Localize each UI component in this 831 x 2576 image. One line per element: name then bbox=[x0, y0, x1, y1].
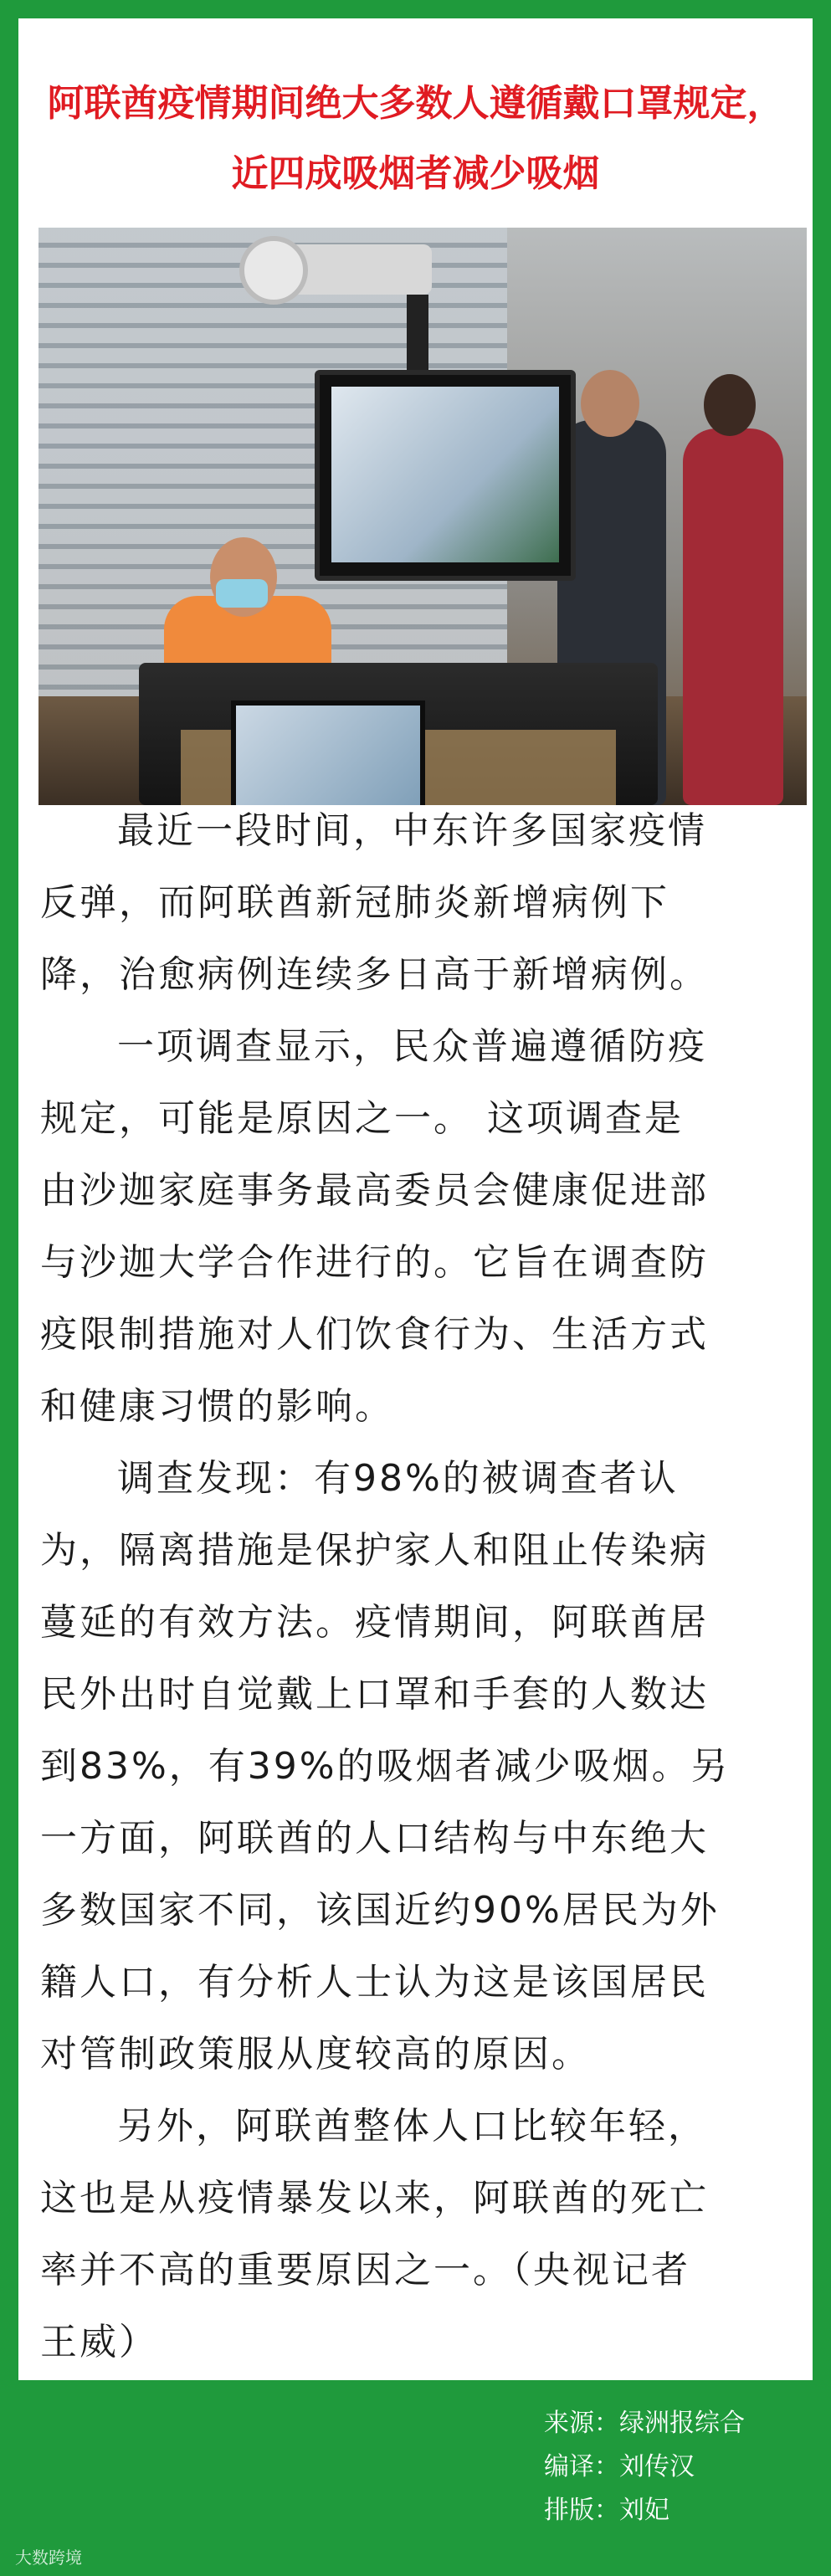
article-line: 规定，可能是原因之一。 这项调查是 bbox=[40, 1097, 684, 1140]
article-line: 疫限制措施对人们饮食行为、生活方式 bbox=[40, 1313, 709, 1356]
photo-person-head bbox=[581, 370, 639, 437]
article-line: 到83%，有39%的吸烟者减少吸烟。另 bbox=[40, 1745, 731, 1788]
credit-layout: 排版：刘妃 bbox=[544, 2496, 669, 2525]
news-photo bbox=[38, 228, 807, 805]
article-line: 降，治愈病例连续多日高于新增病例。 bbox=[40, 953, 709, 996]
article-line: 籍人口，有分析人士认为这是该国居民 bbox=[40, 1961, 709, 2004]
photo-monitor bbox=[315, 370, 576, 581]
article-line: 多数国家不同，该国近约90%居民为外 bbox=[40, 1889, 720, 1932]
article-line: 蔓延的有效方法。疫情期间，阿联酋居 bbox=[40, 1601, 709, 1644]
article-body bbox=[40, 795, 810, 2378]
watermark: 大数跨境 bbox=[15, 2548, 82, 2568]
article-line: 和健康习惯的影响。 bbox=[40, 1385, 394, 1428]
photo-kiosk-screen bbox=[231, 700, 425, 805]
article-line: 由沙迦家庭事务最高委员会健康促进部 bbox=[40, 1169, 709, 1212]
credits bbox=[544, 2402, 745, 2532]
article-line: 反弹，而阿联酋新冠肺炎新增病例下 bbox=[40, 881, 669, 924]
photo-face-mask bbox=[216, 579, 268, 608]
photo-camera-stand bbox=[407, 295, 428, 378]
headline-line-1: 阿联酋疫情期间绝大多数人遵循戴口罩规定， bbox=[47, 82, 784, 125]
article-line: 王威） bbox=[40, 2321, 158, 2363]
article-line: 一方面，阿联酋的人口结构与中东绝大 bbox=[40, 1817, 709, 1860]
credit-source: 来源：绿洲报综合 bbox=[544, 2409, 745, 2438]
article-line: 率并不高的重要原因之一。（央视记者 bbox=[40, 2249, 690, 2291]
article-line: 最近一段时间，中东许多国家疫情 bbox=[117, 809, 707, 852]
photo-camera-lens bbox=[239, 236, 308, 305]
article-line: 另外，阿联酋整体人口比较年轻， bbox=[117, 2105, 707, 2148]
photo-monitor-screen bbox=[331, 387, 559, 562]
article-line: 这也是从疫情暴发以来，阿联酋的死亡 bbox=[40, 2177, 709, 2219]
headline bbox=[18, 69, 813, 209]
credit-translator: 编译：刘传汉 bbox=[544, 2452, 695, 2481]
article-line: 一项调查显示，民众普遍遵循防疫 bbox=[117, 1025, 707, 1068]
photo-person-head bbox=[704, 374, 756, 436]
headline-line-2: 近四成吸烟者减少吸烟 bbox=[231, 152, 600, 195]
article-line: 民外出时自觉戴上口罩和手套的人数达 bbox=[40, 1673, 709, 1716]
article-line: 与沙迦大学合作进行的。它旨在调查防 bbox=[40, 1241, 709, 1284]
article-line: 调查发现：有98%的被调查者认 bbox=[117, 1457, 679, 1500]
article-line: 对管制政策服从度较高的原因。 bbox=[40, 2033, 591, 2076]
photo-person-red bbox=[683, 428, 783, 805]
article-line: 为，隔离措施是保护家人和阻止传染病 bbox=[40, 1529, 709, 1572]
